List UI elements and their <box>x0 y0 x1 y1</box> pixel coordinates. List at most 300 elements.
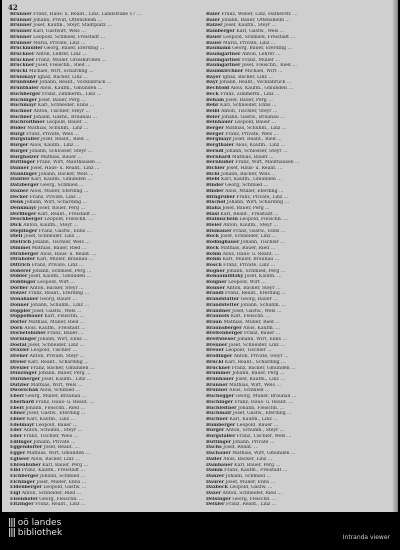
entry-surname: Eder <box>10 434 23 440</box>
entry-surname: Burgstaller <box>206 434 236 440</box>
entry-surname: Burgstaller <box>10 137 40 143</box>
entry-surname: Blaha <box>206 205 221 211</box>
entry-surname: Breuer <box>206 348 224 354</box>
entry-surname: Buchinger <box>10 97 37 103</box>
entry-surname: Buchroithner <box>10 120 45 126</box>
entry-surname: Brunner <box>10 12 32 17</box>
entry-surname: Boigner <box>206 280 227 286</box>
entry-surname: Eidenberger <box>10 485 42 491</box>
entry-surname: Baumgartner <box>206 51 241 57</box>
entry-details: Franz, Müller, Grieskirchen … <box>35 57 107 63</box>
entry-surname: Dambauer <box>206 462 233 468</box>
entry-details: Josef, Müller, Enns … <box>225 479 276 485</box>
entry-surname: Dirnberger <box>10 251 39 257</box>
entry-details: Johann, Fleischh. … <box>238 405 285 411</box>
entry-surname: Binder <box>206 183 224 189</box>
entry-details: Franz, Gastw., Enns … <box>232 228 286 234</box>
entry-details: Johann, Tischler, Wels … <box>32 240 90 246</box>
entry-details: Johann, Schmied, Perg … <box>226 268 286 274</box>
entry-details: Alois, Müller, Eferding … <box>29 188 89 194</box>
entry-details: Leopold, Gastw. … <box>43 485 87 491</box>
entry-details: Mathias, Schuhm., Linz … <box>27 126 89 132</box>
entry-surname: Bayer <box>206 74 221 80</box>
logo-text-line1: oö landes <box>17 518 62 528</box>
entry-details: Anton, Private, Steyr … <box>29 354 85 360</box>
entry-details: Anton, Lehrer, Linz … <box>35 51 87 57</box>
entry-surname: Buchberger <box>10 91 41 97</box>
entry-details: Franz, Zimmerm., Linz … <box>41 91 102 97</box>
entry-details: Franz, Private, Linz … <box>31 262 84 268</box>
entry-surname: Dreier <box>10 359 27 365</box>
entry-surname: Doppelbauer <box>10 314 44 320</box>
entry-surname: Beck <box>206 91 219 97</box>
entry-details: Franz, Private, Linz … <box>223 262 276 268</box>
entry-surname: Daxböck <box>206 485 228 491</box>
entry-details: Franz, Private, Linz … <box>236 194 289 200</box>
entry-details: Georg, Bauer, Eferding … <box>232 46 293 52</box>
entry-surname: Bruckmüller <box>10 46 43 52</box>
entry-details: Franz, Kaufm., Freistadt … <box>224 468 288 474</box>
entry-details: Johann, Schuhm., Linz … <box>30 302 89 308</box>
entry-surname: Blaimschein <box>206 217 238 223</box>
entry-details: Georg, Bauer … <box>240 297 278 303</box>
entry-surname: Buchmayr <box>10 103 37 109</box>
entry-surname: Bösch <box>206 262 222 268</box>
entry-surname: Brandstetter <box>206 302 240 308</box>
entry-surname: Brummer <box>206 371 231 377</box>
entry-surname: Buttinger <box>10 160 36 166</box>
entry-surname: Bischof <box>206 200 226 206</box>
entry-surname: Bergthaler <box>206 143 234 149</box>
entry-surname: Bernhard <box>206 154 231 160</box>
entry-details: Johann, Bäcker, Wels … <box>38 171 94 177</box>
entry-details: Josef, Bauer, Perg … <box>38 97 86 103</box>
entry-surname: Eberl <box>10 394 24 400</box>
entry-surname: Eichinger <box>10 479 36 485</box>
entry-details: Alois, Schmied … <box>39 388 81 394</box>
entry-details: Josef, Gastw., Eferding … <box>26 411 86 417</box>
entry-details: Leopold, Fleischh. … <box>44 217 93 223</box>
entry-surname: Bauer <box>206 34 222 40</box>
entry-details: Karl, Kaufm., Gmunden … <box>30 177 92 183</box>
entry-surname: Dirnhofer <box>10 257 36 263</box>
entry-surname: Brunner <box>10 29 32 35</box>
entry-surname: Buchner <box>206 416 229 422</box>
entry-surname: Eitzinger <box>10 502 34 508</box>
entry-details: Karl, Kaufm., Linz … <box>26 416 76 422</box>
entry-details: Johann, Schlosser, Steyr … <box>225 148 288 154</box>
entry-details: Johann, Bauer, Ottensheim … <box>221 17 291 23</box>
entry-surname: Eder <box>10 428 23 434</box>
entry-details: Johann, Bäcker, Wels … <box>220 171 276 177</box>
entry-surname: Edlinger <box>10 439 33 445</box>
entry-surname: Brunner <box>10 34 32 40</box>
entry-surname: Buchinger <box>206 399 233 405</box>
entry-details: Leopold, Bauer … <box>236 422 279 428</box>
entry-details: Johann, Realit., Vöcklabruck … <box>39 80 112 86</box>
entry-details: Anton, Schuhm., Steyr … <box>225 428 285 434</box>
entry-surname: Brückl <box>10 69 28 75</box>
entry-surname: Danzer <box>206 473 225 479</box>
entry-details: Johann, Private … <box>33 439 76 445</box>
entry-details: Karl, Kaufm., Gmunden … <box>220 177 282 183</box>
entry-details: Franz, Haus- u. Realit. … <box>35 399 95 405</box>
entry-surname: Balzer <box>206 23 223 29</box>
entry-details: Leopold, Bauer … <box>35 422 78 428</box>
entry-surname: Bauer <box>206 40 222 46</box>
entry-details: Leopold, Schmied, Freistadt … <box>223 34 296 40</box>
entry-details: Franz, Bauer … <box>243 331 281 337</box>
entry-details: Michael, Wirt, Schärding … <box>28 69 94 75</box>
entry-details: Maria, Private, Linz … <box>223 40 276 46</box>
entry-details: Johann, Schmied, Perg … <box>32 268 92 274</box>
entry-surname: Buchegger <box>206 394 235 400</box>
entry-surname: Dorninger <box>10 337 37 343</box>
entry-details: Josef, Gastw., Eferding … <box>232 411 292 417</box>
entry-surname: Bichl <box>206 171 220 177</box>
entry-details: Josef, Kaufm., Linz … <box>41 377 92 382</box>
entry-surname: Eberl <box>10 405 24 411</box>
entry-details: Josef, Gastw., Wels … <box>32 308 82 314</box>
entry-surname: Dobler <box>10 274 28 280</box>
entry-details: Mathias, Müller, Ried … <box>28 319 85 325</box>
entry-surname: Brunhuber <box>10 80 39 86</box>
entry-details: Franz, Wirt, Mauthausen … <box>235 160 300 166</box>
entry-surname: Donner <box>10 302 30 308</box>
entry-details: Franz, Kaufm., Freistadt … <box>21 468 86 474</box>
entry-details: Georg, Bauer … <box>39 297 77 303</box>
entry-surname: Baumgartner <box>206 57 241 63</box>
entry-surname: Doppler <box>10 308 31 314</box>
entry-details: Josef, Realit., Ried … <box>40 137 90 143</box>
directory-entry <box>206 502 393 508</box>
entry-surname: Deisinger <box>206 496 231 502</box>
entry-surname: Brandner <box>206 308 231 314</box>
entry-surname: Decker <box>10 194 29 200</box>
entry-details: Johann, Schmied … <box>225 473 272 479</box>
entry-details: Leopold, Gastw. … <box>229 485 273 491</box>
entry-details: Mathias, Wirt, Gmunden … <box>26 451 91 457</box>
entry-surname: Buchner <box>10 114 33 120</box>
entry-details: Anton, Bäcker, Steyr … <box>29 285 84 291</box>
entry-surname: Eglseer <box>10 456 30 462</box>
entry-surname: Brandstätter <box>206 297 240 303</box>
entry-surname: Dittrich <box>10 262 31 268</box>
entry-surname: Brunner <box>10 23 32 29</box>
entry-details: Anton, Schneider, Ried … <box>21 491 82 497</box>
entry-details: Josef, Bauer, Perg … <box>225 97 273 103</box>
entry-surname: Bergmayr <box>206 137 232 143</box>
entry-details: Alois, Kaufm., Freistadt … <box>24 325 86 331</box>
entry-details: Leopold, Tischler … <box>30 348 78 354</box>
entry-surname: Denkmayr <box>10 205 37 211</box>
entry-surname: Edelmayr <box>10 422 35 428</box>
entry-surname: Buchleitner <box>206 405 237 411</box>
entry-details: Johann, Bauer, Perg … <box>232 371 285 377</box>
entry-surname: Burger <box>206 428 225 434</box>
entry-details: Alois, Müller, Eferding … <box>225 188 284 194</box>
entry-details: Karl, Bauer, Perg … <box>234 462 281 468</box>
entry-details: Alois, Bäcker, Linz … <box>30 456 80 462</box>
entry-details: Mathias, Bauer … <box>231 154 274 160</box>
entry-details: Josef, Schneider, Linz … <box>27 342 85 348</box>
entry-surname: Eggendorfer <box>10 445 43 451</box>
entry-details: Josef, Haus- u. Realit. … <box>226 165 283 171</box>
entry-details: Karl, Bauer, Perg … <box>42 462 89 468</box>
entry-details: Franz, Realit., Eferding … <box>225 291 286 297</box>
entry-surname: Brunmayr <box>10 74 36 80</box>
entry-details: Mathias, Bauer, Ried … <box>220 245 276 251</box>
entry-details: Franz, Private, Wels … <box>26 131 80 137</box>
entry-details: Michael, Wirt … <box>244 69 283 75</box>
entry-details: Franz, Haus- u. Realit., Linz, Landstraße 17 … <box>33 12 142 17</box>
entry-details: Anton, Kaufm., Steyr … <box>223 223 278 229</box>
document-page <box>2 0 398 512</box>
page-edge-shadow <box>392 0 398 512</box>
entry-surname: Eigl <box>10 491 21 497</box>
entry-details: Georg, Bauer, Eferding … <box>44 46 105 52</box>
entry-surname: Dorfer <box>10 319 27 325</box>
entry-details: Josef, Schneider, Linz … <box>228 342 285 348</box>
entry-details: Georg, Müller, Braunau … <box>25 394 87 400</box>
entry-surname: Dorn <box>10 325 23 331</box>
entry-details: Anton, Schuhm., Steyr … <box>23 428 83 434</box>
entry-surname: Burger <box>10 143 29 149</box>
entry-details: Anton, Private, Steyr … <box>233 354 289 360</box>
entry-details: Franz, Zimmerm., Linz … <box>220 91 280 97</box>
entry-details: Johann, Gastw., Braunau … <box>33 114 98 120</box>
entry-surname: Birngruber <box>206 194 235 200</box>
entry-details: Mathias, Bauer … <box>40 154 83 160</box>
entry-surname: Daxner <box>10 188 29 194</box>
entry-surname: Eisenhofer <box>10 496 38 502</box>
left-column <box>10 12 197 508</box>
entry-details: Johann, Private … <box>232 439 275 445</box>
entry-details: Leopold, Bauer … <box>46 120 88 126</box>
entry-surname: Braun <box>206 319 222 325</box>
entry-details: Josef, Kaufm., Steyr … <box>224 23 277 29</box>
entry-surname: Buchmair <box>206 411 232 417</box>
entry-surname: Danninger <box>10 171 38 177</box>
entry-surname: Böhm <box>206 251 222 257</box>
entry-details: Alois, Kaufm. … <box>243 325 281 331</box>
entry-details: Karl, Realit., Freistadt … <box>220 211 279 217</box>
entry-surname: Eichberger <box>10 473 39 479</box>
entry-surname: Buchner <box>10 108 33 114</box>
entry-surname: Brauneis <box>206 314 230 320</box>
entry-details: Alois, Kaufm., Linz … <box>29 143 80 149</box>
entry-details: Georg, Fleischh. … <box>39 496 84 502</box>
entry-details: Josef, Kaufm., Linz … <box>235 377 285 382</box>
entry-surname: Beibl <box>206 108 220 114</box>
entry-surname: Doberer <box>10 268 31 274</box>
entry-surname: Brodinger <box>206 354 233 360</box>
entry-details: Georg, Fleischh. … <box>232 496 277 502</box>
entry-surname: Donabauer <box>10 297 39 303</box>
entry-surname: Dolzer <box>10 291 27 297</box>
entry-details: Ignaz, Bäcker, Linz … <box>37 74 88 80</box>
entry-details: Johann, Schuhm. … <box>240 302 287 308</box>
entry-details: Josef, Kaufm., Gmunden … <box>28 274 92 280</box>
entry-details: Johann, Gastw., Braunau … <box>221 114 285 120</box>
entry-surname: Brunner <box>206 382 228 388</box>
entry-surname: Dreher <box>10 354 29 360</box>
entry-surname: Dimmel <box>10 245 31 251</box>
library-logo[interactable] <box>8 518 62 538</box>
entry-details: Franz, Wirt, Mauthausen … <box>36 160 102 166</box>
entry-details: Leopold, Fleischh. … <box>239 217 289 223</box>
entry-surname: Derflinger <box>10 211 37 217</box>
entry-details: Josef, Realit., Ried … <box>232 137 282 143</box>
entry-details: Johann, Schmied … <box>39 473 86 479</box>
logo-text-line2: bibliothek <box>17 528 63 538</box>
entry-surname: Daurer <box>206 479 225 485</box>
entry-surname: Bichler <box>206 165 225 171</box>
entry-surname: Brückl <box>206 359 224 365</box>
entry-details: Maria, Private, Linz … <box>33 40 86 46</box>
entry-details: Josef, Müller, Enns … <box>36 479 87 485</box>
entry-surname: Baumann <box>206 46 231 52</box>
entry-details: Franz, Tischler, Wels … <box>236 434 292 440</box>
entry-details: Johann, Wirt, Enns … <box>237 337 288 343</box>
entry-details: Alois, Kaufm., Linz … <box>235 143 286 149</box>
entry-surname: Behr <box>206 103 219 109</box>
entry-surname: Dietl <box>10 234 23 240</box>
entry-details: Karl, Realit., Freistadt … <box>37 211 96 217</box>
entry-details: Johann, Realit., Vöcklabruck … <box>219 80 292 86</box>
entry-details: Mathias, Wirt, Wels … <box>229 382 281 388</box>
entry-details: Mathias, Bauer, Ried … <box>31 245 87 251</box>
entry-details: Mathias, Wirt, Wels … <box>30 382 83 388</box>
entry-details: Franz, Bäcker, Gmunden … <box>30 365 95 371</box>
entry-surname: Daller <box>206 456 222 462</box>
entry-surname: Dürnberger <box>10 377 41 382</box>
entry-details: Karl, Müller, Braunau … <box>222 257 280 263</box>
entry-surname: Dostal <box>10 342 27 348</box>
entry-surname: Bock <box>206 234 219 240</box>
entry-surname: Berndl <box>206 148 224 154</box>
entry-surname: Drexler <box>10 365 30 371</box>
entry-details: Leopold, Tischler … <box>225 348 272 354</box>
entry-details: Franz, Private, Wels … <box>225 131 279 137</box>
entry-details: Josef, Gastw., Wels … <box>231 308 282 314</box>
entry-details: Georg, Müller, Braunau … <box>235 394 297 400</box>
entry-details: Alois, Schmied … <box>229 388 270 394</box>
entry-surname: Datzberger <box>10 183 39 189</box>
entry-surname: Deschberger <box>10 217 43 223</box>
entry-details: Ignaz, Bäcker, Linz … <box>222 74 273 80</box>
entry-surname: Baler <box>206 12 220 17</box>
entry-surname: Dachs <box>206 445 222 451</box>
entry-details: Karl, Gastwirt, Wels … <box>33 29 86 35</box>
page-number: 42 <box>8 3 18 12</box>
entry-surname: Berger <box>206 126 224 132</box>
viewer-label[interactable]: Intranda viewer <box>342 534 390 541</box>
entry-details: Franz, Bäcker, Gmunden … <box>231 365 296 371</box>
entry-details: Leopold, Wirt … <box>228 280 266 286</box>
entry-details: Josef, Schneider, Linz … <box>24 234 81 240</box>
entry-surname: Dieplinger <box>10 228 38 234</box>
entry-details: Georg, Schmied … <box>40 183 84 189</box>
entry-details: Karl, Schneider, Enns … <box>37 103 95 109</box>
entry-surname: Bernhuber <box>206 160 234 166</box>
entry-surname: Brunner <box>206 388 228 394</box>
entry-surname: Binder <box>206 188 224 194</box>
entry-details: Georg, Schmied … <box>225 183 269 189</box>
entry-details: Mathias, Schuhm., Linz … <box>225 126 287 132</box>
entry-details: Anton, Tischler, Steyr … <box>220 108 278 114</box>
entry-surname: Beier <box>206 114 220 120</box>
entry-details: Anton, Tischler, Steyr … <box>33 108 91 114</box>
entry-details: Franz, Gastw., Enns … <box>38 228 92 234</box>
entry-surname: Brunthaler <box>10 86 39 92</box>
entry-surname: Brunner <box>10 17 32 23</box>
entry-surname: Dunzinger <box>10 371 37 377</box>
entry-details: Leopold, Wirt … <box>37 280 75 286</box>
entry-surname: Bruckner <box>10 57 35 63</box>
entry-details: Karl, Kaufm., Linz … <box>229 416 278 422</box>
entry-surname: Bohaumilitzky <box>206 274 244 280</box>
entry-surname: Egger <box>10 451 26 457</box>
entry-details: Josef, Fleischh., Ried … <box>35 63 91 69</box>
entry-surname: Beham <box>206 97 224 103</box>
entry-surname: Dantler <box>10 177 30 183</box>
entry-surname: Bruckner <box>10 51 35 57</box>
entry-details: Franz, Realit., Linz … <box>225 502 277 508</box>
entry-details: Alois, Haus- u. Realit. … <box>40 251 97 257</box>
entry-surname: Damm <box>206 468 223 474</box>
entry-surname: Buttinger <box>206 439 232 445</box>
entry-surname: Biebl <box>206 177 220 183</box>
entry-surname: Ebner <box>10 411 26 417</box>
entry-surname: Baler <box>206 17 220 23</box>
entry-surname: Dutzler <box>10 382 30 388</box>
entry-details: Johann, Wirt, Enns … <box>37 337 88 343</box>
entry-surname: Brandl <box>206 291 224 297</box>
entry-surname: Denk <box>10 200 24 206</box>
entry-details: Josef, Fleischh., Ried … <box>241 63 297 69</box>
entry-surname: Eberhard <box>10 399 35 405</box>
entry-details: Josef, Bauer, Perg … <box>37 205 86 211</box>
entry-surname: Dworschak <box>10 388 39 394</box>
entry-details: Alois, Kaufm., Gmunden … <box>39 86 103 92</box>
entry-surname: Bechtold <box>206 86 230 92</box>
entry-surname: Deixler <box>206 502 225 508</box>
entry-details: Karl, Fleischh. … <box>230 314 271 320</box>
entry-details: Josef, Realit. … <box>43 445 80 451</box>
entry-surname: Buder <box>10 126 26 132</box>
entry-surname: Bodingbauer <box>206 240 240 246</box>
directory-entry <box>10 502 197 508</box>
entry-surname: Dick <box>10 223 22 229</box>
entry-details: Karl, Müller, Braunau … <box>36 257 94 263</box>
entry-surname: Ehrenhuber <box>10 462 41 468</box>
entry-details: Franz, Haus- u. Realit. … <box>234 399 294 405</box>
entry-surname: Bogner <box>206 268 225 274</box>
entry-surname: Böck <box>206 245 219 251</box>
entry-surname: Dietrich <box>10 240 32 246</box>
entry-surname: Beinhauer <box>206 120 233 126</box>
entry-surname: Burgholzer <box>10 154 39 160</box>
entry-details: Johann, Wirt, Schärding … <box>226 200 290 206</box>
entry-surname: Burger <box>10 148 29 154</box>
entry-surname: Brunbauer <box>206 377 234 382</box>
right-column <box>206 12 393 508</box>
entry-details: Josef, Kaufm. … <box>244 274 282 280</box>
entry-surname: Brenner <box>206 342 228 348</box>
entry-surname: Braunsberger <box>206 325 242 331</box>
entry-surname: Blumauer <box>206 228 232 234</box>
